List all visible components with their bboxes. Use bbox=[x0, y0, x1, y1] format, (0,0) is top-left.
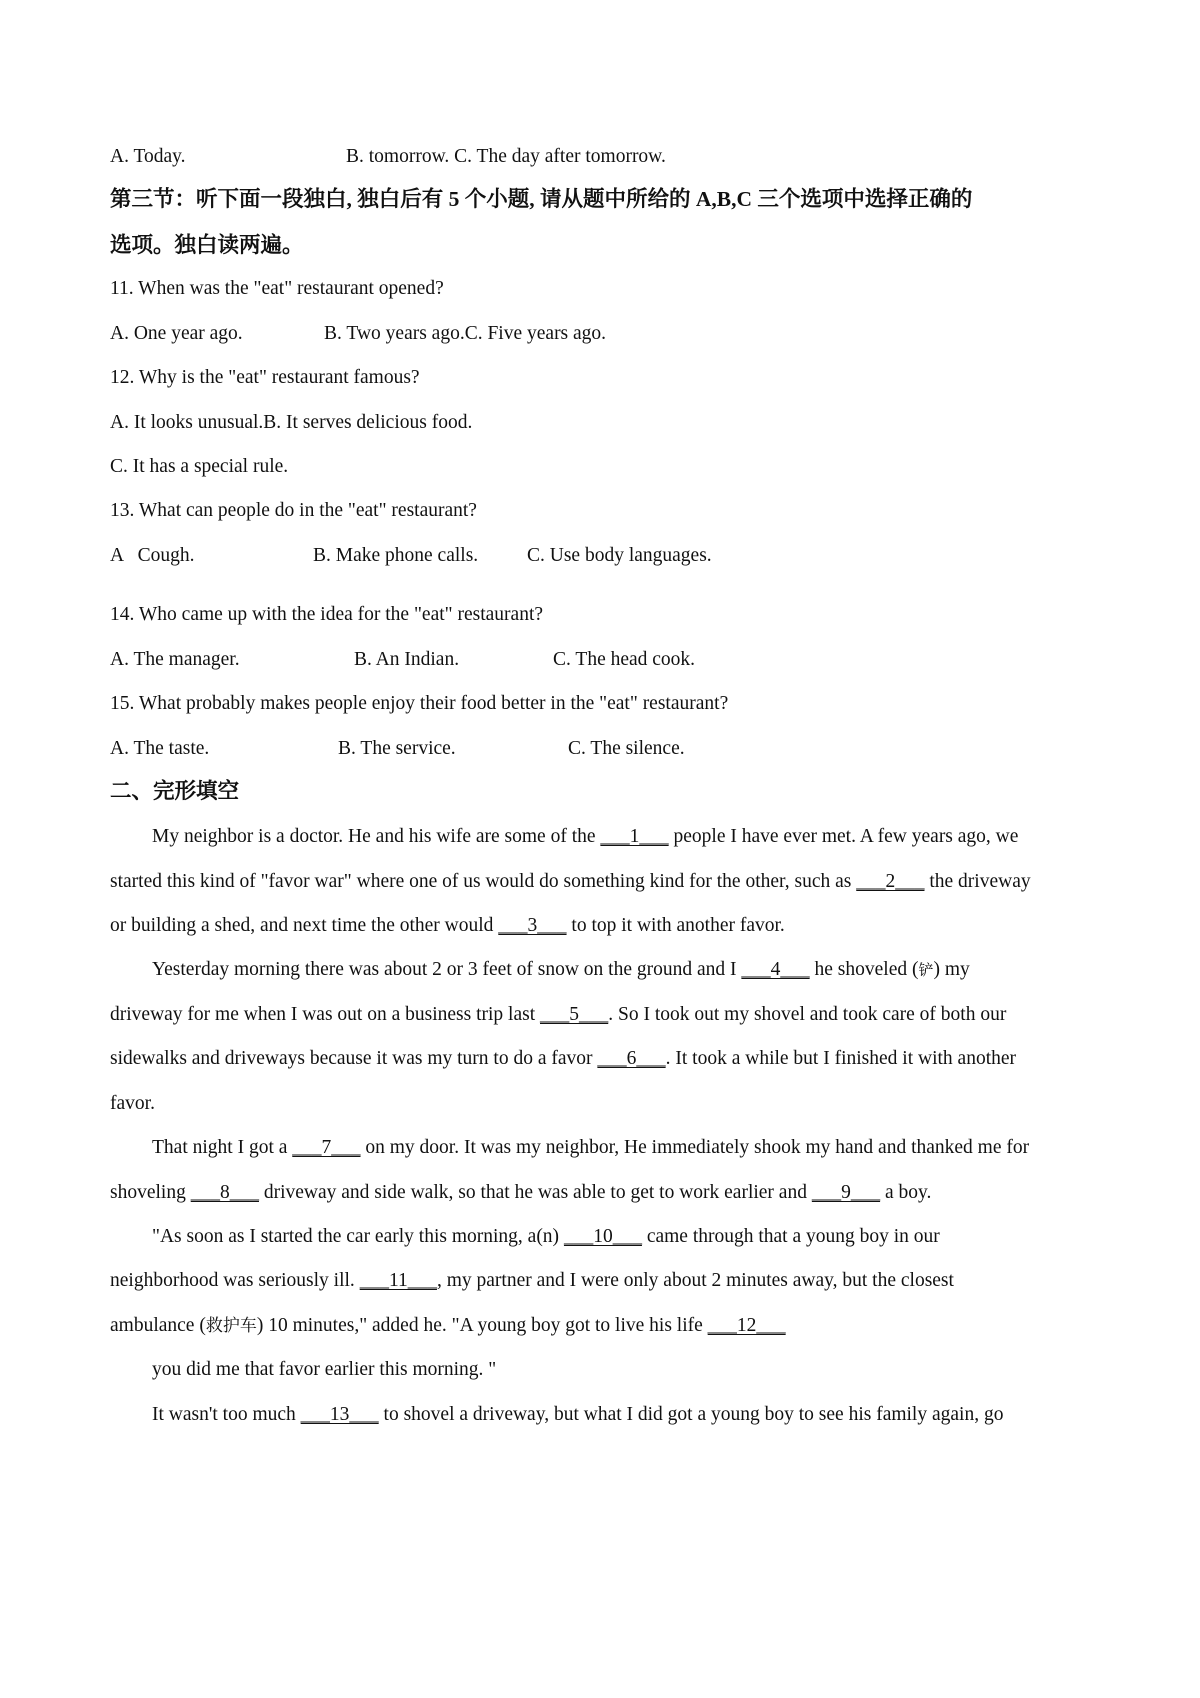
blank-2[interactable]: ___2___ bbox=[856, 871, 925, 892]
q11-option-bc: B. Two years ago.C. Five years ago. bbox=[324, 323, 607, 344]
passage-p1-line3 bbox=[110, 913, 785, 939]
q13-option-b: B. Make phone calls. bbox=[313, 545, 479, 566]
passage-text: on my door. It was my neighbor, He immediately shook my hand and thanked me for bbox=[360, 1137, 1030, 1158]
blank-9[interactable]: ___9___ bbox=[811, 1182, 881, 1203]
passage-p4-line3 bbox=[110, 1313, 786, 1339]
q13-option-c: C. Use body languages. bbox=[527, 545, 712, 566]
passage-text: . It took a while but I finished it with another bbox=[665, 1048, 1017, 1069]
q15-option-a: A. The taste. bbox=[110, 738, 210, 759]
passage-text: shoveling bbox=[110, 1182, 191, 1203]
blank-5[interactable]: ___5___ bbox=[540, 1004, 609, 1025]
q13-option-a-line bbox=[110, 543, 195, 569]
blank-7[interactable]: ___7___ bbox=[292, 1137, 361, 1158]
q14-option-a-line bbox=[110, 647, 240, 673]
q10-options-bc bbox=[346, 144, 666, 170]
passage-p2-line1 bbox=[152, 957, 970, 983]
passage-gloss: 救护车 bbox=[205, 1316, 257, 1336]
q11-option-a: A. One year ago. bbox=[110, 323, 243, 344]
question-11-options-bc bbox=[324, 321, 606, 347]
q10-options bbox=[110, 144, 186, 170]
question-15-stem: 15. What probably makes people enjoy their food better in the "eat" restaurant? bbox=[110, 693, 729, 714]
passage-text: the driveway bbox=[924, 871, 1031, 892]
passage-p5-line1 bbox=[152, 1402, 1003, 1428]
passage-text: Yesterday morning there was about 2 or 3 feet of snow on the ground and I bbox=[152, 959, 742, 980]
q15-option-b: B. The service. bbox=[338, 738, 456, 759]
q15-option-b-line bbox=[338, 736, 456, 762]
passage-text: My neighbor is a doctor. He and his wife are some of the bbox=[152, 826, 601, 847]
q14-option-b-line bbox=[354, 647, 459, 673]
passage-text: came through that a young boy in our bbox=[641, 1226, 940, 1247]
passage-p2-line2 bbox=[110, 1002, 1006, 1028]
q15-option-a-line bbox=[110, 736, 209, 762]
passage-text: ) my bbox=[933, 959, 970, 980]
passage-text: , my partner and I were only about 2 minutes away, but the closest bbox=[436, 1270, 954, 1291]
q14-option-c: C. The head cook. bbox=[553, 649, 696, 670]
question-12-stem: 12. Why is the "eat" restaurant famous? bbox=[110, 367, 420, 388]
blank-4[interactable]: ___4___ bbox=[741, 959, 810, 980]
passage-text: . So I took out my shovel and took care of both our bbox=[608, 1004, 1007, 1025]
passage-text: ambulance ( bbox=[110, 1315, 206, 1336]
passage-text: neighborhood was seriously ill. bbox=[110, 1270, 360, 1291]
q14-option-a: A. The manager. bbox=[110, 649, 240, 670]
part2-heading: 二、完形填空 bbox=[110, 779, 240, 803]
passage-p2-line3 bbox=[110, 1046, 1016, 1072]
passage-gloss: 铲 bbox=[918, 961, 934, 979]
passage-text: "As soon as I started the car early this morning, a(n) bbox=[152, 1226, 564, 1247]
blank-11[interactable]: ___11___ bbox=[359, 1270, 437, 1291]
passage-text: to top it with another favor. bbox=[566, 915, 785, 936]
blank-1[interactable]: ___1___ bbox=[600, 826, 669, 847]
q13-option-c-line bbox=[527, 543, 712, 569]
q14-option-c-line bbox=[553, 647, 695, 673]
passage-text: he shoveled ( bbox=[809, 959, 919, 980]
blank-6[interactable]: ___6___ bbox=[597, 1048, 666, 1069]
blank-3[interactable]: ___3___ bbox=[498, 915, 567, 936]
passage-p4-line2 bbox=[110, 1268, 954, 1294]
passage-text: That night I got a bbox=[152, 1137, 293, 1158]
passage-text: driveway and side walk, so that he was able to get to work earlier and bbox=[258, 1182, 812, 1203]
passage-p1-line2 bbox=[110, 869, 1031, 895]
question-14-stem: 14. Who came up with the idea for the "eat" restaurant? bbox=[110, 604, 544, 625]
blank-13[interactable]: ___13___ bbox=[300, 1404, 379, 1425]
passage-text: to shovel a driveway, but what I did got a young boy to see his family again, go bbox=[378, 1404, 1004, 1425]
blank-10[interactable]: ___10___ bbox=[563, 1226, 642, 1247]
passage-text: driveway for me when I was out on a business trip last bbox=[110, 1004, 540, 1025]
q15-option-c: C. The silence. bbox=[568, 738, 685, 759]
q10-option-a: A. Today. bbox=[110, 146, 186, 167]
blank-8[interactable]: ___8___ bbox=[190, 1182, 259, 1203]
passage-p4-line1 bbox=[152, 1224, 940, 1250]
q15-option-c-line bbox=[568, 736, 685, 762]
passage-p3-line2 bbox=[110, 1180, 931, 1206]
q13-option-a: A Cough. bbox=[110, 545, 195, 566]
section3-heading-line2: 选项。独白读两遍。 bbox=[110, 233, 304, 257]
passage-p1-line1 bbox=[152, 824, 1018, 850]
passage-text: people I have ever met. A few years ago, we bbox=[668, 826, 1019, 847]
question-12-options-line2: C. It has a special rule. bbox=[110, 456, 289, 477]
q14-option-b: B. An Indian. bbox=[354, 649, 460, 670]
question-12-options-line1: A. It looks unusual.B. It serves delicious food. bbox=[110, 412, 473, 433]
question-11-stem: 11. When was the "eat" restaurant opened? bbox=[110, 278, 444, 299]
blank-12[interactable]: ___12___ bbox=[707, 1315, 786, 1336]
passage-text: started this kind of "favor war" where one of us would do something kind for the other, such as bbox=[110, 871, 857, 892]
passage-p2-line4: favor. bbox=[110, 1093, 155, 1114]
passage-p4-line4: you did me that favor earlier this morning. " bbox=[152, 1359, 497, 1380]
passage-p3-line1 bbox=[152, 1135, 1029, 1161]
passage-text: or building a shed, and next time the other would bbox=[110, 915, 499, 936]
q10-option-bc: B. tomorrow. C. The day after tomorrow. bbox=[346, 146, 666, 167]
question-11-options bbox=[110, 321, 243, 347]
question-13-stem: 13. What can people do in the "eat" restaurant? bbox=[110, 500, 477, 521]
passage-text: ) 10 minutes," added he. "A young boy got to live his life bbox=[256, 1315, 708, 1336]
section3-heading-line1: 第三节：听下面一段独白, 独白后有 5 个小题, 请从题中所给的 A,B,C 三个选项中选择正确的 bbox=[110, 187, 973, 211]
q13-option-b-line bbox=[313, 543, 478, 569]
passage-text: a boy. bbox=[880, 1182, 932, 1203]
passage-text: sidewalks and driveways because it was my turn to do a favor bbox=[110, 1048, 598, 1069]
passage-text: It wasn't too much bbox=[152, 1404, 301, 1425]
